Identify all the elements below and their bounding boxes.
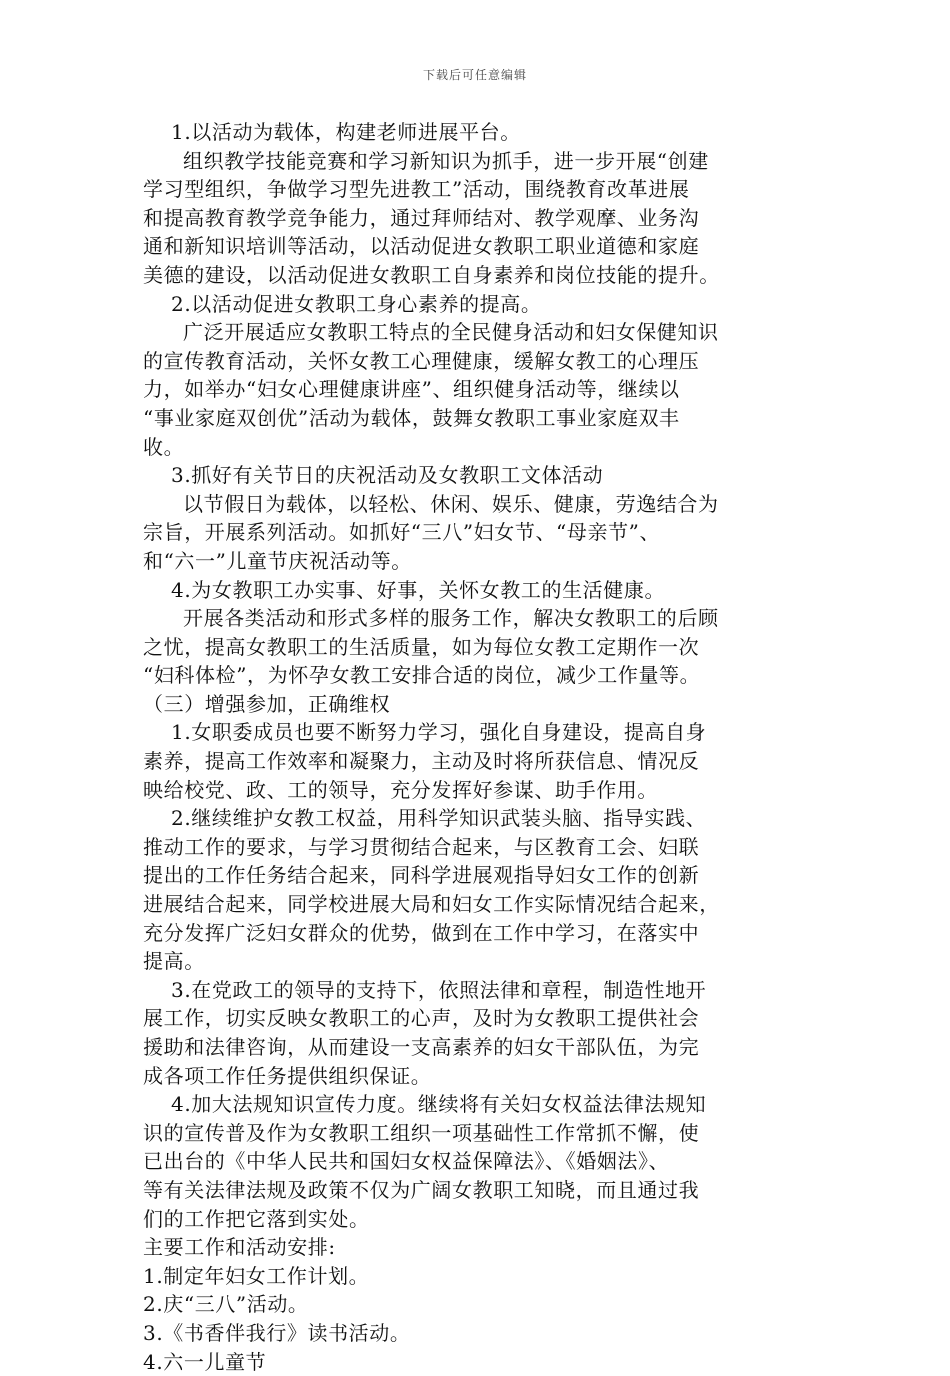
paragraph-line: 充分发挥广泛妇女群众的优势，做到在工作中学习，在落实中 bbox=[143, 920, 700, 945]
paragraph-line: 展工作，切实反映女教职工的心声，及时为女教职工提供社会 bbox=[143, 1006, 700, 1031]
paragraph-line: 提高。 bbox=[143, 949, 205, 974]
list-item: 3.《书香伴我行》读书活动。 bbox=[143, 1320, 411, 1345]
paragraph-line: 1.女职委成员也要不断努力学习，强化自身建设，提高自身 bbox=[171, 720, 707, 745]
paragraph-line: 2.继续维护女教工权益，用科学知识武装头脑、指导实践、 bbox=[171, 806, 707, 831]
paragraph-line: 提出的工作任务结合起来，同科学进展观指导妇女工作的创新 bbox=[143, 863, 700, 888]
paragraph-line: 们的工作把它落到实处。 bbox=[143, 1206, 370, 1231]
paragraph-line: 组织教学技能竞赛和学习新知识为抓手，进一步开展“创建 bbox=[183, 148, 709, 173]
paragraph-line: 素养，提高工作效率和凝聚力，主动及时将所获信息、情况反 bbox=[143, 749, 700, 774]
paragraph-line: 3.在党政工的领导的支持下，依照法律和章程，制造性地开 bbox=[171, 977, 707, 1002]
list-item: 4.六一儿童节 bbox=[143, 1349, 267, 1374]
paragraph-line: 开展各类活动和形式多样的服务工作，解决女教职工的后顾 bbox=[183, 606, 719, 631]
page-header-note: 下载后可任意编辑 bbox=[422, 68, 527, 82]
section-heading: 2.以活动促进女教职工身心素养的提高。 bbox=[171, 291, 542, 316]
paragraph-line: 援助和法律咨询，从而建设一支高素养的妇女干部队伍，为完 bbox=[143, 1035, 700, 1059]
paragraph-line: “妇科体检”，为怀孕女教工安排合适的岗位，减少工作量等。 bbox=[143, 663, 701, 688]
paragraph-line: 通和新知识培训等活动，以活动促进女教职工职业道德和家庭 bbox=[143, 234, 700, 259]
paragraph-line: 进展结合起来，同学校进展大局和妇女工作实际情况结合起来， bbox=[143, 892, 720, 917]
paragraph-line: 成各项工作任务提供组织保证。 bbox=[143, 1063, 432, 1088]
subsection-title: （三）增强参加，正确维权 bbox=[143, 691, 391, 716]
document-body bbox=[143, 118, 813, 1376]
paragraph-line: “事业家庭双创优”活动为载体，鼓舞女教职工事业家庭双丰 bbox=[143, 405, 680, 430]
paragraph-line: 之忧，提高女教职工的生活质量，如为每位女教工定期作一次 bbox=[143, 634, 700, 659]
paragraph-line: 学习型组织，争做学习型先进教工”活动，围绕教育改革进展 bbox=[143, 177, 690, 202]
paragraph-line: 4.加大法规知识宣传力度。继续将有关妇女权益法律法规知 bbox=[171, 1092, 707, 1117]
list-item: 2.庆“三八”活动。 bbox=[143, 1292, 309, 1317]
paragraph-line: 宗旨，开展系列活动。如抓好“三八”妇女节、“母亲节”、 bbox=[143, 520, 661, 545]
paragraph-line: 映给校党、政、工的领导，充分发挥好参谋、助手作用。 bbox=[143, 777, 658, 802]
paragraph-line: 推动工作的要求，与学习贯彻结合起来，与区教育工会、妇联 bbox=[143, 834, 700, 859]
paragraph-line: 收。 bbox=[143, 434, 185, 459]
section-heading: 4.为女教职工办实事、好事，关怀女教工的生活健康。 bbox=[171, 577, 666, 602]
paragraph-line: 的宣传教育活动，关怀女教工心理健康，缓解女教工的心理压 bbox=[143, 348, 700, 373]
paragraph-line: 和提高教育教学竞争能力，通过拜师结对、教学观摩、业务沟 bbox=[143, 205, 700, 230]
paragraph-line: 已出台的《中华人民共和国妇女权益保障法》、《婚姻法》、 bbox=[143, 1149, 670, 1174]
paragraph-line: 美德的建设，以活动促进女教职工自身素养和岗位技能的提升。 bbox=[143, 262, 720, 287]
paragraph-line: 力，如举办“妇女心理健康讲座”、组织健身活动等，继续以 bbox=[143, 377, 680, 402]
list-heading: 主要工作和活动安排: bbox=[143, 1235, 336, 1260]
list-item: 1.制定年妇女工作计划。 bbox=[143, 1263, 370, 1288]
paragraph-line: 识的宣传普及作为女教职工组织一项基础性工作常抓不懈，使 bbox=[143, 1120, 700, 1145]
section-heading: 3.抓好有关节日的庆祝活动及女教职工文体活动 bbox=[171, 463, 604, 488]
paragraph-line: 广泛开展适应女教职工特点的全民健身活动和妇女保健知识 bbox=[183, 320, 719, 345]
paragraph-line: 以节假日为载体，以轻松、休闲、娱乐、健康，劳逸结合为 bbox=[183, 491, 719, 516]
paragraph-line: 等有关法律法规及政策不仅为广阔女教职工知晓，而且通过我 bbox=[143, 1177, 700, 1202]
paragraph-line: 和“六一”儿童节庆祝活动等。 bbox=[143, 548, 412, 573]
section-heading: 1.以活动为载体，构建老师进展平台。 bbox=[171, 120, 521, 144]
